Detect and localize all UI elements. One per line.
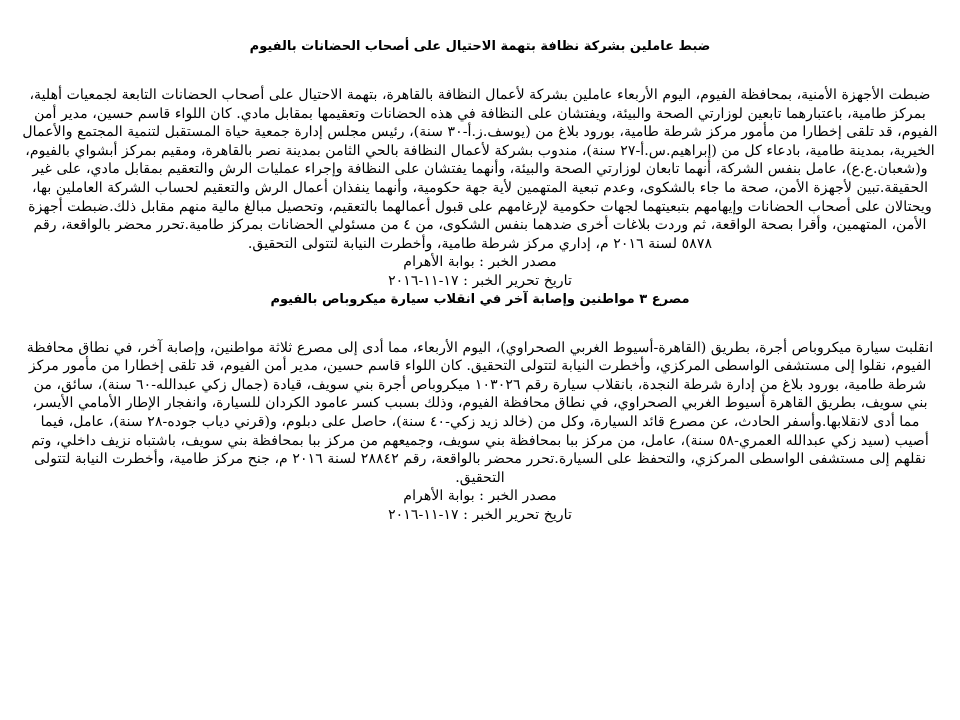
article-date: تاريخ تحرير الخبر : ١٧-١١-٢٠١٦ bbox=[388, 506, 572, 523]
article-body: ضبطت الأجهزة الأمنية، بمحافظة الفيوم، اليوم الأربعاء عاملين بشركة لأعمال النظافة بالقاهرة، بتهمة الاحتيال على أصحاب الحضانات التابعة لجمعيات أهلية، بمركز طامية، باعتبارهما تابعين لوزارتي الصحة والبيئة، ويفتشان على النظافة في هذه الحضانات وتعقيمها بمقابل مادي. كان اللواء قاسم حسين، مدير أمن الفيوم، قد تلقى إخطارا من مأمور مركز شرطة طامية، بورود بلاغ من (يوسف.ز.أ-٣٠ سنة)، رئيس مجلس إدارة جمعية حياة المستقبل لتنمية المجتمع والأعمال الخيرية، بمدينة طامية، بادعاء كل من (إبراهيم.س.أ-٢٧ سنة)، مندوب بشركة لأعمال النظافة بالحي الثامن بمدينة نصر بالقاهرة، ومقيم بمركز أبشواي بالفيوم، و(شعبان.ع.ع)، عامل بنفس الشركة، أنهما تابعان لوزارتي الصحة والبيئة، وأنهما يفتشان على النظافة وإجراء عمليات الرش والتعقيم بمقابل مادي، على غير الحقيقة.تبين لأجهزة الأمن، صحة ما جاء بالشكوى، وعدم تبعية المتهمين لأية جهة حكومية، وأنهما ينفذان أعمال الرش والتعقيم لحساب الشركة العاملين بها، ويحتالان على أصحاب الحضانات وإيهامهم بتبعيتهما لجهات حكومية لإرغامهم على قبول أعمالهما بالتعقيم، وتحصيل مبالغ مالية منهم مقابل ذلك.ضبطت أجهزة الأمن، المتهمين، وأقرا بصحة الواقعة، ثم وردت بلاغات أخرى ضدهما بنفس الشكوى، من ٤ من مسئولي الحضانات بمركز طامية.تحرر محضر بالواقعة، رقم ٥٨٧٨ لسنة ٢٠١٦ م، إداري مركز شرطة طامية، وأخطرت النيابة لتتولى التحقيق. bbox=[22, 87, 938, 252]
article-headline: مصرع ٣ مواطنين وإصابة آخر في انقلاب سيارة ميكروباص بالفيوم bbox=[270, 291, 690, 307]
article-source: مصدر الخبر : بوابة الأهرام bbox=[403, 488, 557, 505]
article-date: تاريخ تحرير الخبر : ١٧-١١-٢٠١٦ bbox=[388, 272, 572, 289]
article-body: انقلبت سيارة ميكروباص أجرة، بطريق (القاهرة-أسيوط الغربي الصحراوي)، اليوم الأربعاء، مما أدى إلى مصرع ثلاثة مواطنين، وإصابة آخر، في نطاق محافظة الفيوم، نقلوا إلى مستشفى الواسطى المركزي، وأخطرت النيابة لتتولى التحقيق. كان اللواء قاسم حسين، مدير أمن الفيوم، قد تلقى إخطارا من مأمور مركز شرطة طامية، بورود بلاغ من إدارة شرطة النجدة، بانقلاب سيارة رقم ١٠٣٠٢٦ ميكروباص أجرة بني سويف، قيادة (جمال زكي عبدالله-٦٠ سنة)، سائق، من بني سويف، بطريق القاهرة أسيوط الغربي الصحراوي، في نطاق محافظة الفيوم، وذلك بسبب كسر عامود الكردان للسيارة، وانفجار الإطار الأمامي الأيسر، مما أدى لانقلابها.وأسفر الحادث، عن مصرع قائد السيارة، وكل من (خالد زيد زكي-٤٠ سنة)، حاصل على دبلوم، و(قرني دياب جوده-٢٨ سنة)، عامل، فيما أصيب (سيد زكي عبدالله العمري-٥٨ سنة)، عامل، من مركز ببا بمحافظة بني سويف، وجميعهم من مركز ببا بمحافظة بني سويف، باشتباه نزيف داخلي، وتم نقلهم إلى مستشفى الواسطى المركزي، والتحفظ على السيارة.تحرر محضر بالواقعة، رقم ٢٨٨٤٢ لسنة ٢٠١٦ م، جنح مركز طامية، وأخطرت النيابة لتتولى التحقيق. bbox=[26, 339, 934, 486]
news-article-2 bbox=[22, 291, 938, 525]
spacer bbox=[22, 56, 938, 86]
spacer bbox=[22, 309, 938, 339]
article-headline: ضبط عاملين بشركة نظافة بتهمة الاحتيال على أصحاب الحضانات بالفيوم bbox=[249, 39, 711, 54]
news-article-1 bbox=[22, 38, 938, 291]
article-source: مصدر الخبر : بوابة الأهرام bbox=[403, 254, 557, 271]
